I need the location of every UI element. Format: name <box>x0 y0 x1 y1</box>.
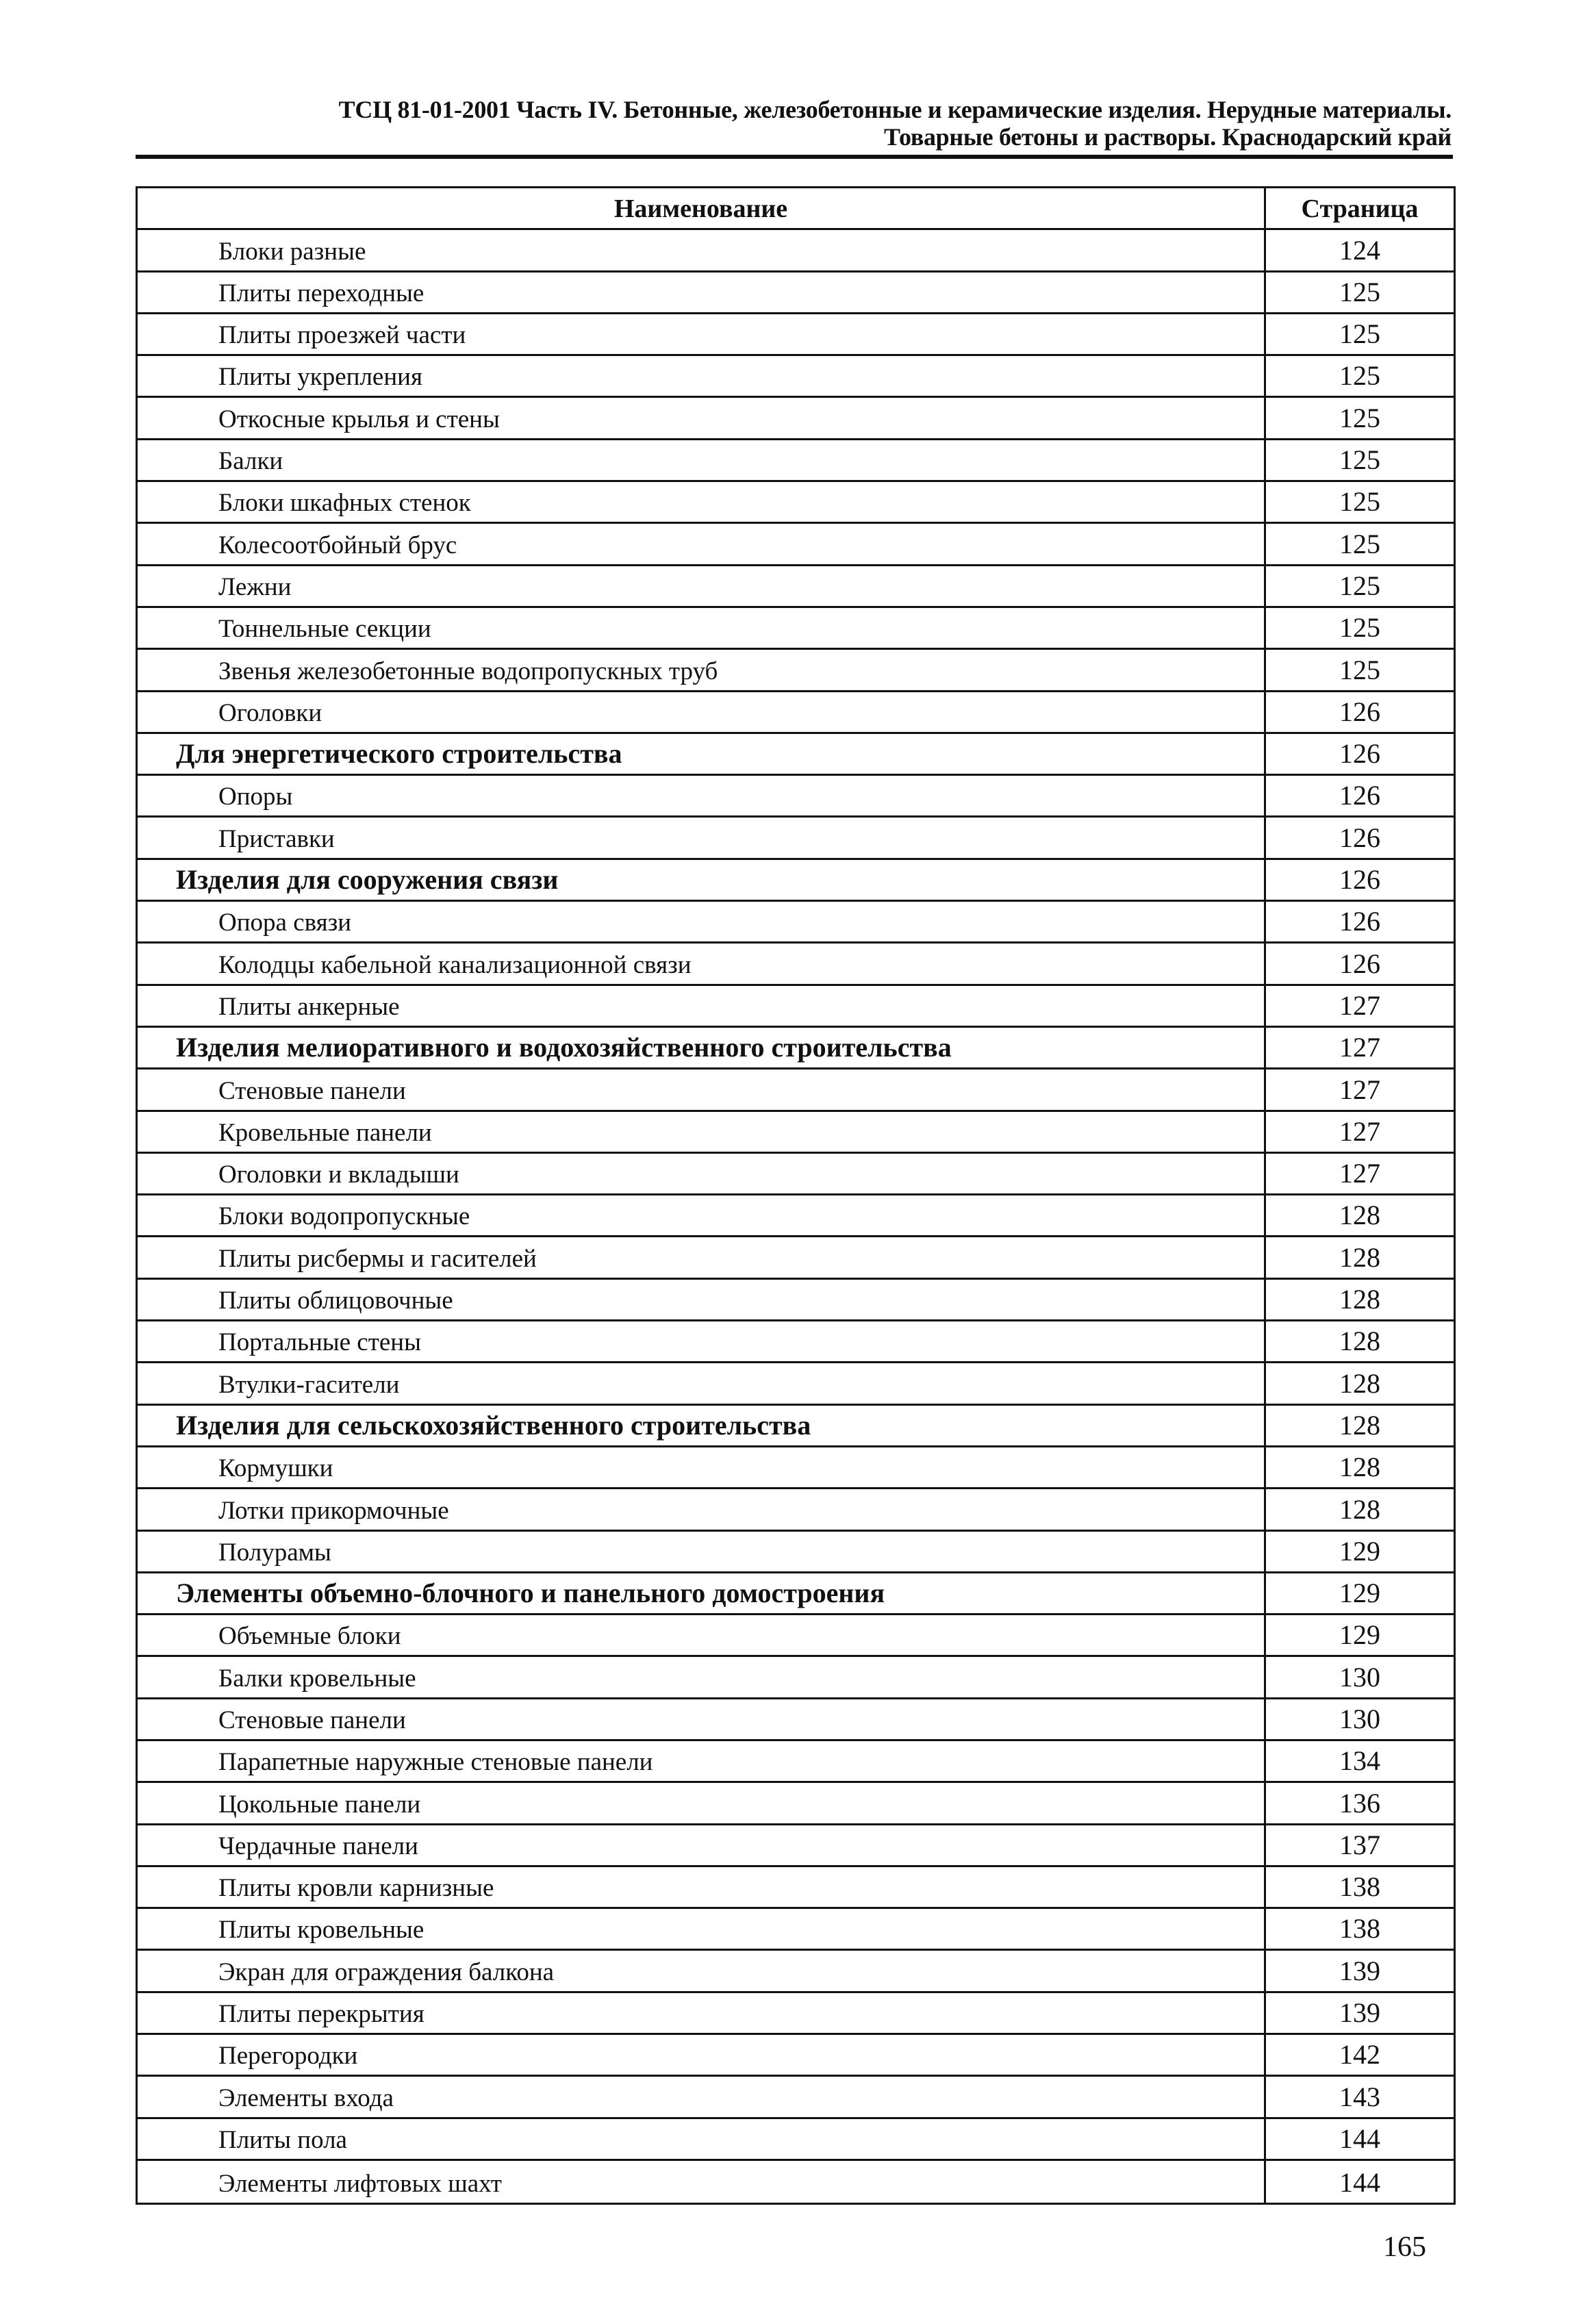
page-reference: 128 <box>1339 1326 1380 1357</box>
page-reference: 125 <box>1339 654 1380 685</box>
page-reference: 126 <box>1339 948 1380 979</box>
page-reference: 142 <box>1339 2039 1380 2071</box>
table-row <box>138 1783 1454 1825</box>
page-reference: 144 <box>1339 2167 1380 2199</box>
table-row <box>138 1321 1454 1363</box>
column-header-name: Наименование <box>138 188 1266 228</box>
contents-table <box>136 186 1456 2205</box>
item-name: Перегородки <box>138 2035 1266 2075</box>
page-reference: 125 <box>1339 570 1380 601</box>
table-row <box>138 1532 1454 1573</box>
table-row <box>138 1951 1454 1992</box>
item-name: Лотки прикормочные <box>138 1489 1266 1529</box>
page-reference: 128 <box>1339 1493 1380 1525</box>
page-reference: 129 <box>1339 1578 1380 1609</box>
table-row <box>138 1741 1454 1783</box>
item-name: Откосные крылья и стены <box>138 398 1266 438</box>
item-name: Плиты перекрытия <box>138 1993 1266 2033</box>
document-header <box>137 96 1452 151</box>
table-row <box>138 1069 1454 1111</box>
page-reference: 134 <box>1339 1745 1380 1777</box>
table-row <box>138 1867 1454 1909</box>
table-row <box>138 1447 1454 1489</box>
page-reference: 144 <box>1339 2123 1380 2154</box>
table-row <box>138 482 1454 524</box>
table-row <box>138 1237 1454 1279</box>
table-row <box>138 902 1454 944</box>
table-row <box>138 1195 1454 1237</box>
page-reference: 127 <box>1339 989 1380 1021</box>
table-row <box>138 398 1454 440</box>
table-row <box>138 818 1454 859</box>
table-row <box>138 944 1454 985</box>
item-name: Блоки шкафных стенок <box>138 482 1266 522</box>
page-reference: 128 <box>1339 1241 1380 1273</box>
item-name: Полурамы <box>138 1532 1266 1571</box>
item-name: Опора связи <box>138 902 1266 941</box>
page-reference: 127 <box>1339 1074 1380 1105</box>
page-reference: 125 <box>1339 360 1380 392</box>
section-row <box>138 1028 1454 1069</box>
item-name: Парапетные наружные стеновые панели <box>138 1741 1266 1781</box>
item-name: Плиты кровли карнизные <box>138 1867 1266 1907</box>
page-number: 165 <box>1383 2231 1426 2263</box>
item-name: Балки кровельные <box>138 1657 1266 1697</box>
item-name: Плиты проезжей части <box>138 314 1266 354</box>
item-name: Приставки <box>138 818 1266 857</box>
item-name: Плиты облицовочные <box>138 1280 1266 1319</box>
page-reference: 129 <box>1339 1619 1380 1651</box>
item-name: Плиты кровельные <box>138 1909 1266 1949</box>
item-name: Звенья железобетонные водопропускных труб <box>138 650 1266 689</box>
table-row <box>138 692 1454 734</box>
item-name: Объемные блоки <box>138 1615 1266 1655</box>
page-reference: 125 <box>1339 444 1380 476</box>
page-reference: 128 <box>1339 1284 1380 1315</box>
page-reference: 126 <box>1339 864 1380 896</box>
item-name: Цокольные панели <box>138 1783 1266 1823</box>
page-reference: 125 <box>1339 276 1380 307</box>
page-reference: 125 <box>1339 612 1380 644</box>
item-name: Плиты рисбермы и гасителей <box>138 1237 1266 1277</box>
table-header-row <box>138 188 1454 230</box>
page-reference: 126 <box>1339 780 1380 811</box>
page-reference: 128 <box>1339 1452 1380 1483</box>
table-row <box>138 1615 1454 1657</box>
section-row <box>138 734 1454 776</box>
page-reference: 139 <box>1339 1997 1380 2029</box>
header-title-line: ТСЦ 81-01-2001 Часть IV. Бетонные, железобетонные и керамические изделия. Нерудные материалы. <box>338 96 1452 123</box>
item-name: Оголовки <box>138 692 1266 732</box>
item-name: Плиты пола <box>138 2119 1266 2159</box>
item-name: Экран для ограждения балкона <box>138 1951 1266 1990</box>
page-reference: 128 <box>1339 1200 1380 1231</box>
table-row <box>138 314 1454 356</box>
table-row <box>138 2077 1454 2118</box>
header-divider <box>136 155 1453 159</box>
section-heading: Изделия для сельскохозяйственного строительства <box>138 1406 1266 1445</box>
item-name: Плиты анкерные <box>138 986 1266 1026</box>
item-name: Кровельные панели <box>138 1112 1266 1152</box>
page-reference: 128 <box>1339 1367 1380 1399</box>
table-row <box>138 230 1454 272</box>
item-name: Стеновые панели <box>138 1699 1266 1739</box>
page-reference: 139 <box>1339 1955 1380 1986</box>
page-reference: 128 <box>1339 1409 1380 1441</box>
section-row <box>138 1573 1454 1615</box>
section-row <box>138 860 1454 902</box>
table-row <box>138 1699 1454 1741</box>
item-name: Тоннельные секции <box>138 608 1266 648</box>
item-name: Элементы входа <box>138 2077 1266 2116</box>
page-reference: 125 <box>1339 402 1380 433</box>
table-row <box>138 273 1454 314</box>
page-reference: 130 <box>1339 1703 1380 1734</box>
item-name: Портальные стены <box>138 1321 1266 1361</box>
table-row <box>138 776 1454 818</box>
page-reference: 138 <box>1339 1871 1380 1903</box>
section-row <box>138 1406 1454 1447</box>
table-row <box>138 566 1454 608</box>
table-row <box>138 608 1454 650</box>
item-name: Втулки-гасители <box>138 1363 1266 1403</box>
table-row <box>138 1363 1454 1405</box>
item-name: Элементы лифтовых шахт <box>138 2161 1266 2203</box>
page-reference: 129 <box>1339 1535 1380 1567</box>
item-name: Стеновые панели <box>138 1069 1266 1109</box>
item-name: Колодцы кабельной канализационной связи <box>138 944 1266 983</box>
item-name: Плиты укрепления <box>138 356 1266 396</box>
item-name: Оголовки и вкладыши <box>138 1154 1266 1193</box>
table-row <box>138 1112 1454 1154</box>
table-row <box>138 2035 1454 2077</box>
page-reference: 136 <box>1339 1787 1380 1819</box>
column-header-page: Страница <box>1301 194 1419 224</box>
item-name: Плиты переходные <box>138 273 1266 312</box>
item-name: Кормушки <box>138 1447 1266 1487</box>
item-name: Лежни <box>138 566 1266 606</box>
table-row <box>138 1993 1454 2035</box>
table-row <box>138 1280 1454 1321</box>
item-name: Блоки разные <box>138 230 1266 270</box>
table-row <box>138 1825 1454 1867</box>
table-row <box>138 1489 1454 1531</box>
table-row <box>138 2119 1454 2161</box>
item-name: Чердачные панели <box>138 1825 1266 1865</box>
table-row <box>138 2161 1454 2203</box>
item-name: Блоки водопропускные <box>138 1195 1266 1235</box>
page-reference: 126 <box>1339 738 1380 770</box>
section-heading: Для энергетического строительства <box>138 734 1266 774</box>
table-row <box>138 1657 1454 1699</box>
page-reference: 137 <box>1339 1829 1380 1860</box>
page-reference: 126 <box>1339 696 1380 727</box>
page-reference: 125 <box>1339 486 1380 518</box>
section-heading: Изделия мелиоративного и водохозяйственного строительства <box>138 1028 1266 1067</box>
item-name: Балки <box>138 440 1266 480</box>
page-reference: 143 <box>1339 2081 1380 2112</box>
page-reference: 127 <box>1339 1032 1380 1063</box>
item-name: Опоры <box>138 776 1266 815</box>
page-reference: 138 <box>1339 1913 1380 1945</box>
table-row <box>138 356 1454 398</box>
header-subtitle-line: Товарные бетоны и растворы. Краснодарский край <box>883 123 1452 151</box>
table-row <box>138 1154 1454 1195</box>
page-reference: 130 <box>1339 1661 1380 1693</box>
section-heading: Элементы объемно-блочного и панельного домостроения <box>138 1573 1266 1613</box>
table-row <box>138 524 1454 566</box>
page-reference: 127 <box>1339 1115 1380 1147</box>
page-reference: 127 <box>1339 1158 1380 1189</box>
table-row <box>138 440 1454 482</box>
page-reference: 125 <box>1339 318 1380 350</box>
page-reference: 126 <box>1339 906 1380 937</box>
item-name: Колесоотбойный брус <box>138 524 1266 564</box>
page-reference: 125 <box>1339 528 1380 559</box>
table-row <box>138 1909 1454 1951</box>
page-reference: 124 <box>1339 234 1380 266</box>
table-row <box>138 986 1454 1028</box>
table-row <box>138 650 1454 692</box>
section-heading: Изделия для сооружения связи <box>138 860 1266 900</box>
page-reference: 126 <box>1339 822 1380 853</box>
